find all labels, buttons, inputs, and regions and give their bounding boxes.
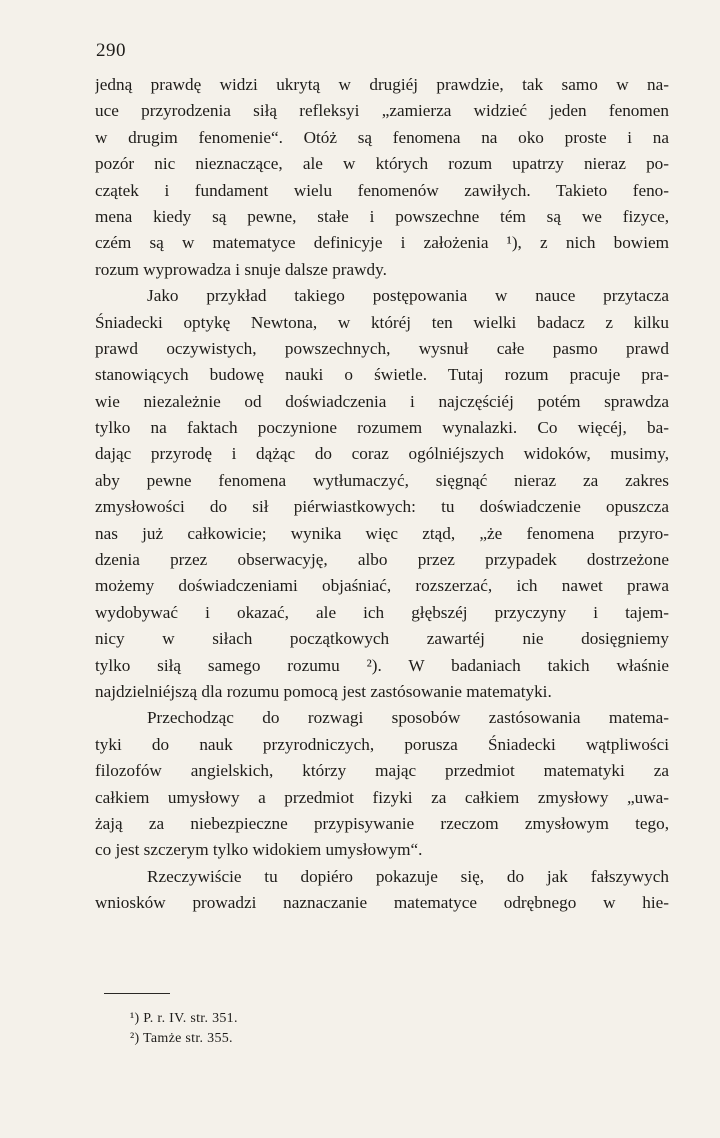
text-line: prawd oczywistych, powszechnych, wysnuł całe pasmo prawd — [95, 338, 669, 358]
text-line: pozór nic nieznaczące, ale w których rozum upatrzy nieraz po- — [95, 154, 669, 174]
text-line: nicy w siłach początkowych zawartéj nie dosięgniemy — [95, 629, 669, 649]
text-line: aby pewne fenomena wytłumaczyć, sięgnąć nieraz za zakres — [95, 470, 669, 490]
text-line: Przechodząc do rozwagi sposobów zastósowania matema- — [147, 708, 669, 728]
footnotes — [130, 1009, 238, 1049]
text-line: wie niezależnie od doświadczenia i najczęściéj potém sprawdza — [95, 391, 669, 411]
text-line: nas już całkowicie; wynika więc ztąd, „że fenomena przyro- — [95, 523, 669, 543]
text-line: co jest szczerym tylko widokiem umysłowym“. — [95, 840, 423, 860]
text-line: wniosków prowadzi naznaczanie matematyce odrębnego w hie- — [95, 893, 669, 913]
text-line: tylko na faktach poczynione rozumem wynalazki. Co więcéj, ba- — [95, 418, 669, 438]
body-text — [95, 72, 669, 917]
text-line: czątek i fundament wielu fenomenów zawiłych. Takieto feno- — [95, 180, 669, 200]
text-line: czém są w matematyce definicyje i założenia ¹), z nich bowiem — [95, 233, 669, 253]
text-line: tylko siłą samego rozumu ²). W badaniach takich właśnie — [95, 655, 669, 675]
page-number: 290 — [96, 40, 126, 61]
text-line: uce przyrodzenia siłą refleksyi „zamierza widzieć jeden fenomen — [95, 101, 669, 121]
text-line: stanowiących budowę nauki o świetle. Tutaj rozum pracuje pra- — [95, 365, 669, 385]
text-line: Śniadecki optykę Newtona, w któréj ten wielki badacz z kilku — [95, 312, 669, 332]
text-line: mena kiedy są pewne, stałe i powszechne tém są we fizyce, — [95, 206, 669, 226]
text-line: możemy doświadczeniami objaśniać, rozszerzać, ich nawet prawa — [95, 576, 669, 596]
footnote-divider — [104, 993, 170, 994]
text-line: rozum wyprowadza i snuje dalsze prawdy. — [95, 259, 387, 279]
text-line: najdzielniéjszą dla rozumu pomocą jest zastósowanie matematyki. — [95, 681, 552, 701]
text-line: wydobywać i okazać, ale ich głębszéj przyczyny i tajem- — [95, 602, 669, 622]
text-line: jedną prawdę widzi ukrytą w drugiéj prawdzie, tak samo w na- — [95, 75, 669, 94]
text-line: filozofów angielskich, którzy mając przedmiot matematyki za — [95, 761, 669, 781]
text-line: tyki do nauk przyrodniczych, porusza Śniadecki wątpliwości — [95, 734, 669, 754]
text-line: całkiem umysłowy a przedmiot fizyki za całkiem zmysłowy „uwa- — [95, 787, 669, 807]
text-line: w drugim fenomenie“. Otóż są fenomena na oko proste i na — [95, 127, 669, 147]
footnote: ¹) P. r. IV. str. 351. — [130, 1011, 238, 1026]
text-line: Rzeczywiście tu dopiéro pokazuje się, do jak fałszywych — [147, 866, 669, 886]
text-line: zmysłowości do sił piérwiastkowych: tu doświadczenie opuszcza — [95, 497, 669, 517]
text-line: Jako przykład takiego postępowania w nauce przytacza — [147, 286, 669, 306]
text-line: dając przyrodę i dążąc do coraz ogólniéjszych widoków, musimy, — [95, 444, 669, 464]
text-line: dzenia przez obserwacyję, albo przez przypadek dostrzeżone — [95, 550, 669, 570]
footnote: ²) Tamże str. 355. — [130, 1031, 233, 1046]
text-line: żają za niebezpieczne przypisywanie rzeczom zmysłowym tego, — [95, 813, 669, 833]
